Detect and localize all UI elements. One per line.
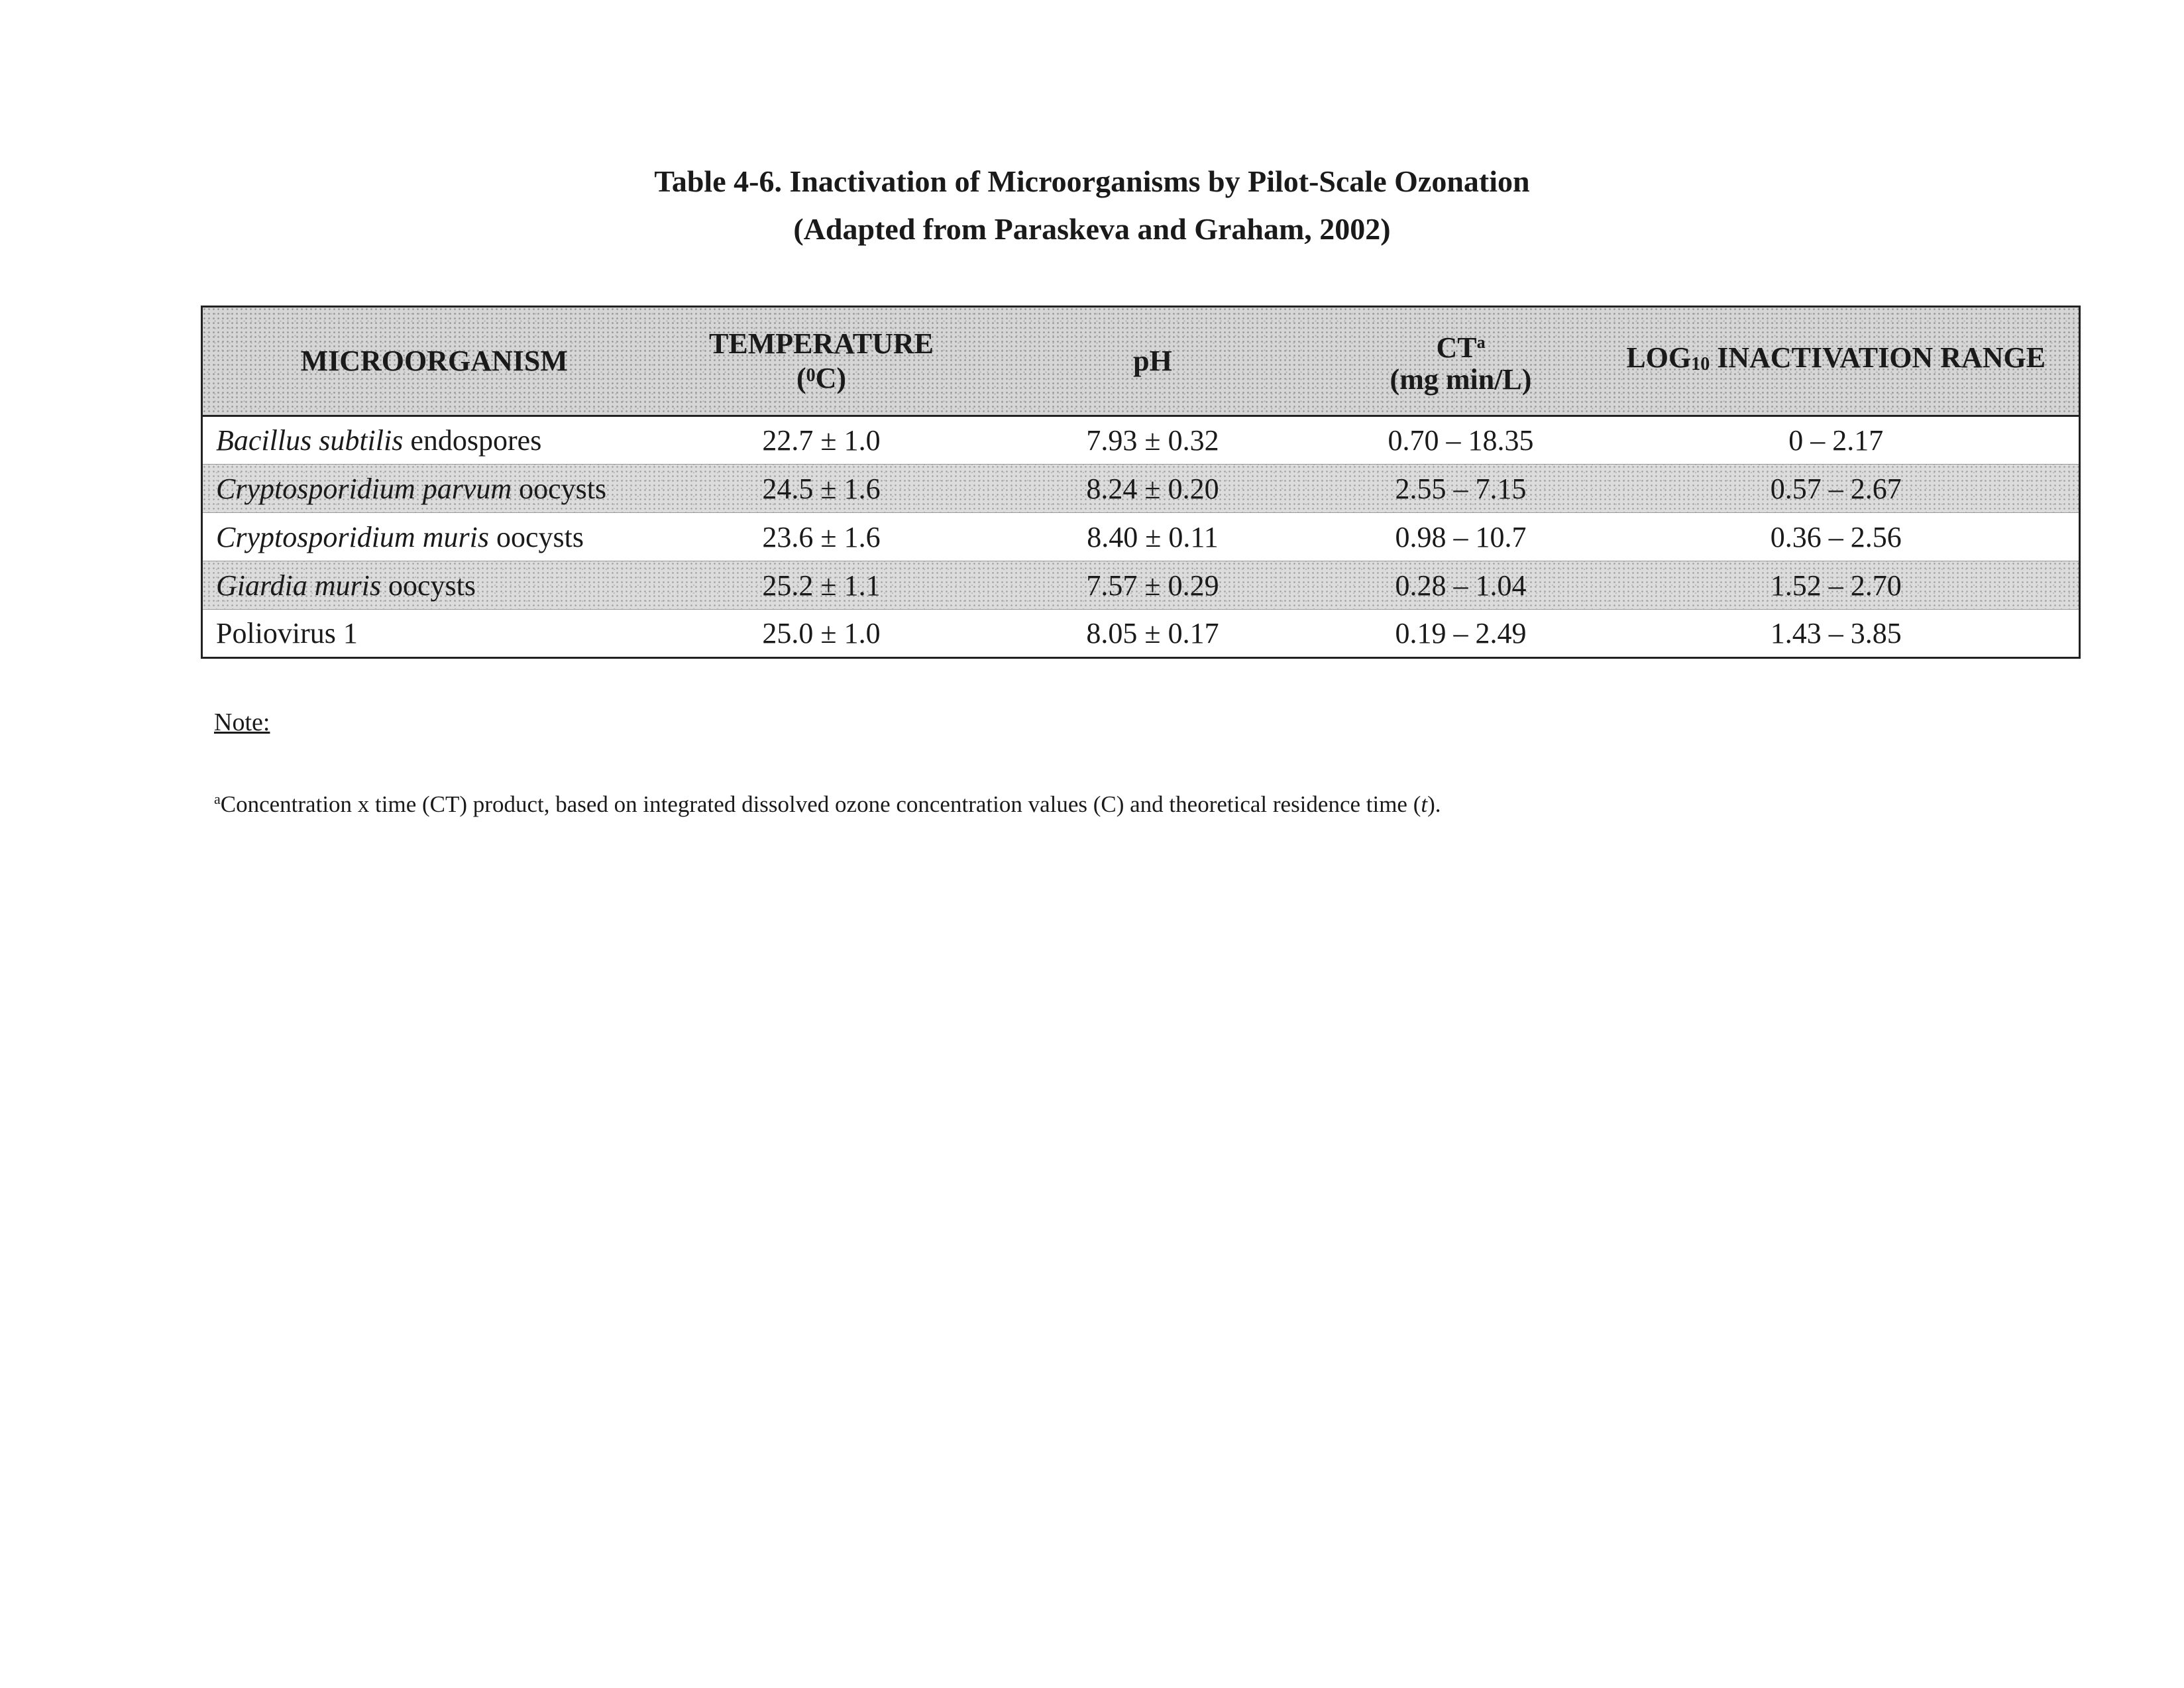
table-row <box>202 416 2080 465</box>
inactivation-table <box>201 306 2081 659</box>
header-temperature-label: TEMPERATURE <box>709 327 934 360</box>
cell-ph: 8.05 ± 0.17 <box>977 610 1329 658</box>
microorganism-suffix: oocysts <box>380 569 476 602</box>
footnote: $^a$Concentration x time (CT) product, based on integrated dissolved ozone concentration values (C) and theoretical residence time (t). <box>214 791 1441 817</box>
cell-temperature: 24.5 ± 1.6 <box>666 465 977 513</box>
header-log-inactivation: $LOG_{10}$ INACTIVATION RANGE <box>1594 307 2080 416</box>
cell-log: 0.36 – 2.56 <box>1594 513 2080 561</box>
table-body <box>202 416 2080 658</box>
microorganism-genus: Cryptosporidium muris <box>216 520 489 553</box>
cell-microorganism <box>202 465 666 513</box>
cell-temperature: 23.6 ± 1.6 <box>666 513 977 561</box>
cell-ct: 0.19 – 2.49 <box>1329 610 1594 658</box>
cell-log: 1.43 – 3.85 <box>1594 610 2080 658</box>
microorganism-suffix: endospores <box>403 424 542 457</box>
cell-ct: 2.55 – 7.15 <box>1329 465 1594 513</box>
cell-log: 0.57 – 2.67 <box>1594 465 2080 513</box>
microorganism-suffix: oocysts <box>488 520 584 553</box>
header-ph: pH <box>977 307 1329 416</box>
cell-ct: 0.28 – 1.04 <box>1329 561 1594 610</box>
title-line-1: Table 4-6. Inactivation of Microorganisms by Pilot-Scale Ozonation <box>654 164 1530 198</box>
cell-microorganism <box>202 416 666 465</box>
table-row <box>202 610 2080 658</box>
cell-microorganism <box>202 561 666 610</box>
microorganism-genus: Cryptosporidium parvum <box>216 472 512 505</box>
cell-ph: 8.24 ± 0.20 <box>977 465 1329 513</box>
header-ct <box>1329 307 1594 416</box>
header-temperature-unit: ($^0$C) <box>796 362 847 394</box>
header-ct-label: $CT^a$ <box>1436 331 1486 364</box>
header-microorganism: MICROORGANISM <box>202 307 666 416</box>
microorganism-suffix: Poliovirus 1 <box>216 617 358 649</box>
microorganism-suffix: oocysts <box>512 472 607 505</box>
cell-microorganism <box>202 513 666 561</box>
cell-ct: 0.98 – 10.7 <box>1329 513 1594 561</box>
microorganism-genus: Giardia muris <box>216 569 381 602</box>
table-row <box>202 513 2080 561</box>
data-table-container <box>201 306 2079 659</box>
cell-ph: 7.93 ± 0.32 <box>1086 424 1219 457</box>
cell-log: 1.52 – 2.70 <box>1594 561 2080 610</box>
cell-ph: 8.40 ± 0.11 <box>977 513 1329 561</box>
cell-log: 0 – 2.17 <box>1788 424 1884 457</box>
cell-temperature: 25.0 ± 1.0 <box>666 610 977 658</box>
table-row <box>202 561 2080 610</box>
table-row <box>202 465 2080 513</box>
header-temperature <box>666 307 977 416</box>
microorganism-genus: Bacillus subtilis <box>216 424 404 457</box>
table-title <box>0 158 2184 253</box>
header-row <box>202 307 2080 416</box>
table-header <box>202 307 2080 416</box>
cell-temperature: 25.2 ± 1.1 <box>666 561 977 610</box>
cell-temperature: 22.7 ± 1.0 <box>762 424 881 457</box>
cell-ct: 0.70 – 18.35 <box>1388 424 1534 457</box>
cell-ph: 7.57 ± 0.29 <box>977 561 1329 610</box>
cell-microorganism <box>202 610 666 658</box>
note-label: Note: <box>214 708 270 736</box>
header-ct-unit: (mg min/L) <box>1390 363 1532 396</box>
title-line-2: (Adapted from Paraskeva and Graham, 2002) <box>793 212 1391 246</box>
